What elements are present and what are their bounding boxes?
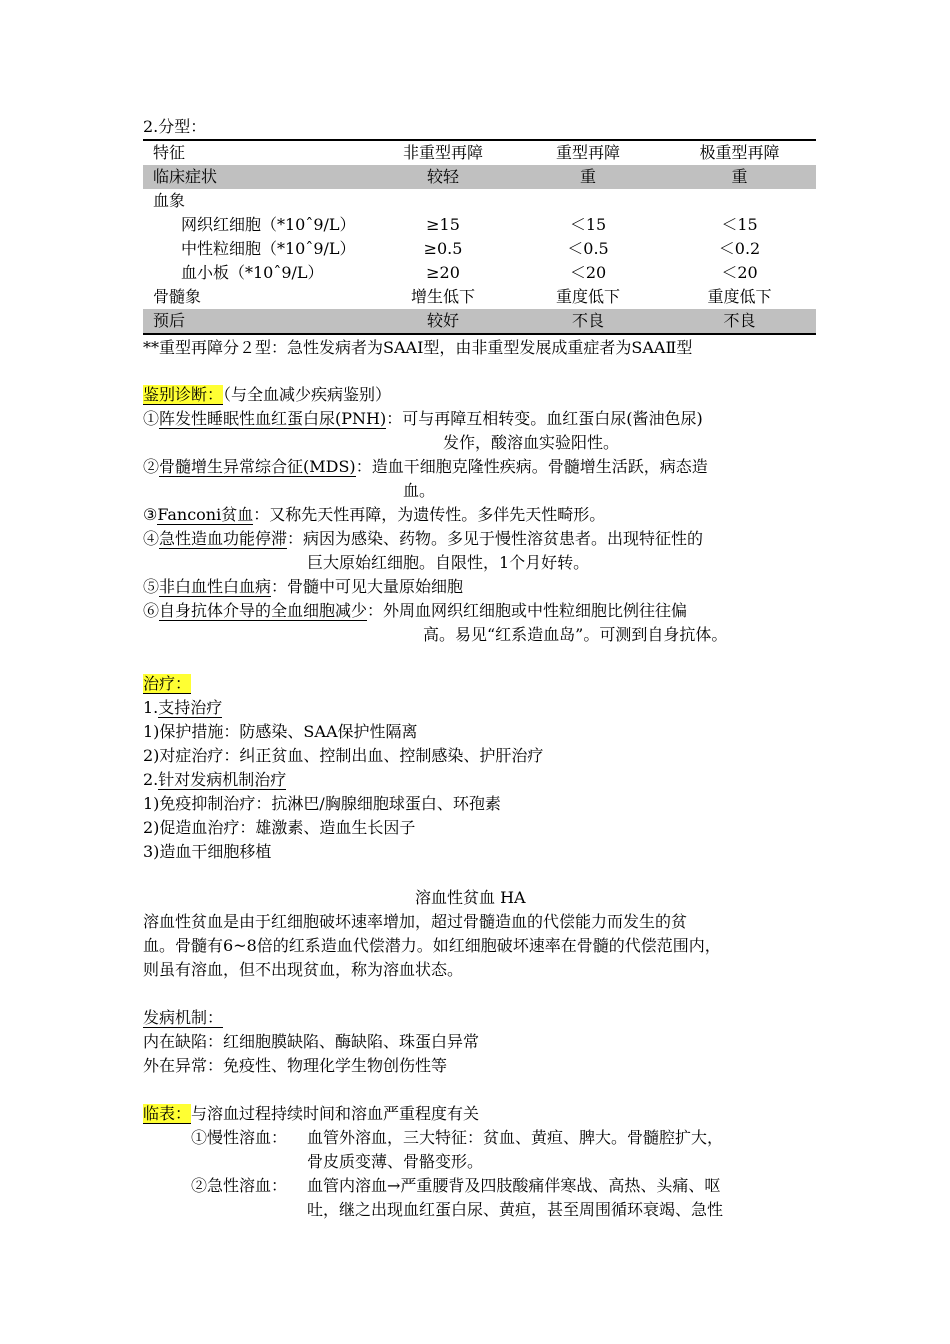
table-header-cell: 特征 (143, 140, 373, 165)
table-row (143, 261, 816, 285)
disease-term: 非白血性白血病 (159, 577, 272, 596)
list-item: 2)对症治疗：纠正贫血、控制出血、控制感染、护肝治疗 (143, 746, 544, 765)
table-cell (513, 189, 663, 213)
classification-table (143, 139, 816, 335)
table-cell: ＜0.5 (567, 239, 609, 258)
clinical-text: 与溶血过程持续时间和溶血严重程度有关 (191, 1104, 480, 1123)
differential-item (143, 503, 605, 527)
acute-label: ②急性溶血： (191, 1176, 288, 1195)
item-continuation: 发作，酸溶血实验阳性。 (443, 433, 620, 452)
table-header-cell: 非重型再障 (373, 140, 513, 165)
table-cell: ＜20 (569, 263, 607, 282)
section-number: 1. (143, 698, 159, 717)
table-cell: ＜15 (569, 215, 607, 234)
table-cell: 不良 (513, 309, 663, 334)
differential-subtitle: （与全血减少疾病鉴别） (223, 385, 392, 404)
table-header-cell: 重型再障 (513, 140, 663, 165)
table-cell: 较轻 (373, 165, 513, 189)
treatment-section-1 (143, 696, 222, 720)
mechanism-heading (143, 1006, 223, 1030)
item-description: ：可与再障互相转变。血红蛋白尿(酱油色尿) (386, 409, 703, 428)
item-description: ：骨髓中可见大量原始细胞 (271, 577, 464, 596)
list-item: 外在异常：免疫性、物理化学生物创伤性等 (143, 1056, 448, 1075)
item-number: ③ (143, 505, 158, 524)
table-cell: ≥15 (426, 215, 460, 234)
disease-term: 自身抗体介导的全血细胞减少 (159, 601, 368, 620)
item-description: ：造血干细胞克隆性疾病。骨髓增生活跃，病态造 (355, 457, 708, 476)
differential-item (143, 407, 703, 431)
disease-term: 阵发性睡眠性血红蛋白尿(PNH) (159, 409, 387, 428)
differential-title: 鉴别诊断： (143, 385, 224, 404)
ha-title: 溶血性贫血 HA (415, 888, 526, 907)
table-cell: 重度低下 (707, 287, 772, 306)
differential-heading (143, 383, 391, 407)
list-item: 内在缺陷：红细胞膜缺陷、酶缺陷、珠蛋白异常 (143, 1032, 480, 1051)
list-item: 1)保护措施：防感染、SAA保护性隔离 (143, 722, 418, 741)
table-row (143, 237, 816, 261)
item-description: ：又称先天性再障，为遗传性。多伴先天性畸形。 (253, 505, 606, 524)
table-cell (373, 189, 513, 213)
clinical-title: 临表： (143, 1104, 192, 1123)
table-cell: 中性粒细胞（*10ˆ9/L） (181, 239, 356, 258)
table-row (143, 165, 816, 189)
list-item: 1)免疫抑制治疗：抗淋巴/胸腺细胞球蛋白、环孢素 (143, 794, 501, 813)
treatment-title: 治疗： (143, 674, 192, 693)
treatment-section-2 (143, 768, 286, 792)
item-continuation: 巨大原始红细胞。自限性，1个月好转。 (307, 553, 590, 572)
table-cell: 网织红细胞（*10ˆ9/L） (181, 215, 356, 234)
section-title: 针对发病机制治疗 (158, 770, 287, 789)
list-item: 3)造血干细胞移植 (143, 842, 272, 861)
table-header-row (143, 140, 816, 165)
differential-item (143, 455, 708, 479)
acute-line: 吐，继之出现血红蛋白尿、黄疸，甚至周围循环衰竭、急性 (307, 1200, 724, 1219)
item-number: ① (143, 409, 160, 428)
chronic-line: 血管外溶血，三大特征：贫血、黄疸、脾大。骨髓腔扩大， (307, 1128, 724, 1147)
list-item: 2)促造血治疗：雄激素、造血生长因子 (143, 818, 416, 837)
clinical-heading (143, 1102, 479, 1126)
table-row (143, 189, 816, 213)
table-cell: 不良 (663, 309, 816, 334)
differential-item (143, 575, 463, 599)
table-cell: 较好 (373, 309, 513, 334)
table-cell: 重 (513, 165, 663, 189)
disease-term: 急性造血功能停滞 (159, 529, 288, 548)
item-continuation: 血。 (403, 481, 436, 500)
table-footnote: **重型再障分２型：急性发病者为SAAⅠ型，由非重型发展成重症者为SAAⅡ型 (143, 338, 693, 357)
item-continuation: 高。易见“红系造血岛”。可测到自身抗体。 (423, 625, 728, 644)
table-cell: ≥0.5 (423, 239, 463, 258)
table-cell (663, 189, 816, 213)
item-description: ：外周血网织红细胞或中性粒细胞比例往往偏 (367, 601, 688, 620)
mechanism-title: 发病机制： (143, 1008, 224, 1027)
table-cell: 重度低下 (555, 287, 620, 306)
table-cell: 增生低下 (410, 287, 475, 306)
table-cell: ＜0.2 (718, 239, 761, 258)
ha-paragraph-line: 溶血性贫血是由于红细胞破坏速率增加，超过骨髓造血的代偿能力而发生的贫 (143, 912, 688, 931)
chronic-line: 骨皮质变薄、骨骼变形。 (307, 1152, 484, 1171)
table-cell: ≥20 (426, 263, 460, 282)
chronic-label: ①慢性溶血： (191, 1128, 288, 1147)
table-header-cell: 极重型再障 (663, 140, 816, 165)
classification-heading: 2.分型： (143, 117, 207, 136)
table-row (143, 309, 816, 334)
item-number: ⑥ (143, 601, 160, 620)
table-cell: 血象 (153, 191, 186, 210)
section-title: 支持治疗 (158, 698, 223, 717)
table-cell: 骨髓象 (153, 287, 202, 306)
disease-term: Fanconi贫血 (157, 505, 254, 524)
table-cell: ＜20 (721, 263, 758, 282)
table-cell: 临床症状 (143, 165, 373, 189)
differential-item (143, 599, 687, 623)
table-cell: ＜15 (721, 215, 758, 234)
treatment-heading (143, 672, 191, 696)
differential-item (143, 527, 703, 551)
ha-paragraph-line: 血。骨髓有6~8倍的红系造血代偿潜力。如红细胞破坏速率在骨髓的代偿范围内， (143, 936, 721, 955)
item-number: ⑤ (143, 577, 160, 596)
table-cell: 血小板（*10ˆ9/L） (181, 263, 324, 282)
item-number: ② (143, 457, 160, 476)
section-number: 2. (143, 770, 159, 789)
disease-term: 骨髓增生异常综合征(MDS) (159, 457, 356, 476)
table-row (143, 285, 816, 309)
item-number: ④ (143, 529, 160, 548)
table-row (143, 213, 816, 237)
ha-paragraph-line: 则虽有溶血，但不出现贫血，称为溶血状态。 (143, 960, 464, 979)
item-description: ：病因为感染、药物。多见于慢性溶贫患者。出现特征性的 (287, 529, 704, 548)
table-cell: 预后 (143, 309, 373, 334)
acute-line: 血管内溶血→严重腰背及四肢酸痛伴寒战、高热、头痛、呕 (307, 1176, 721, 1195)
table-cell: 重 (663, 165, 816, 189)
